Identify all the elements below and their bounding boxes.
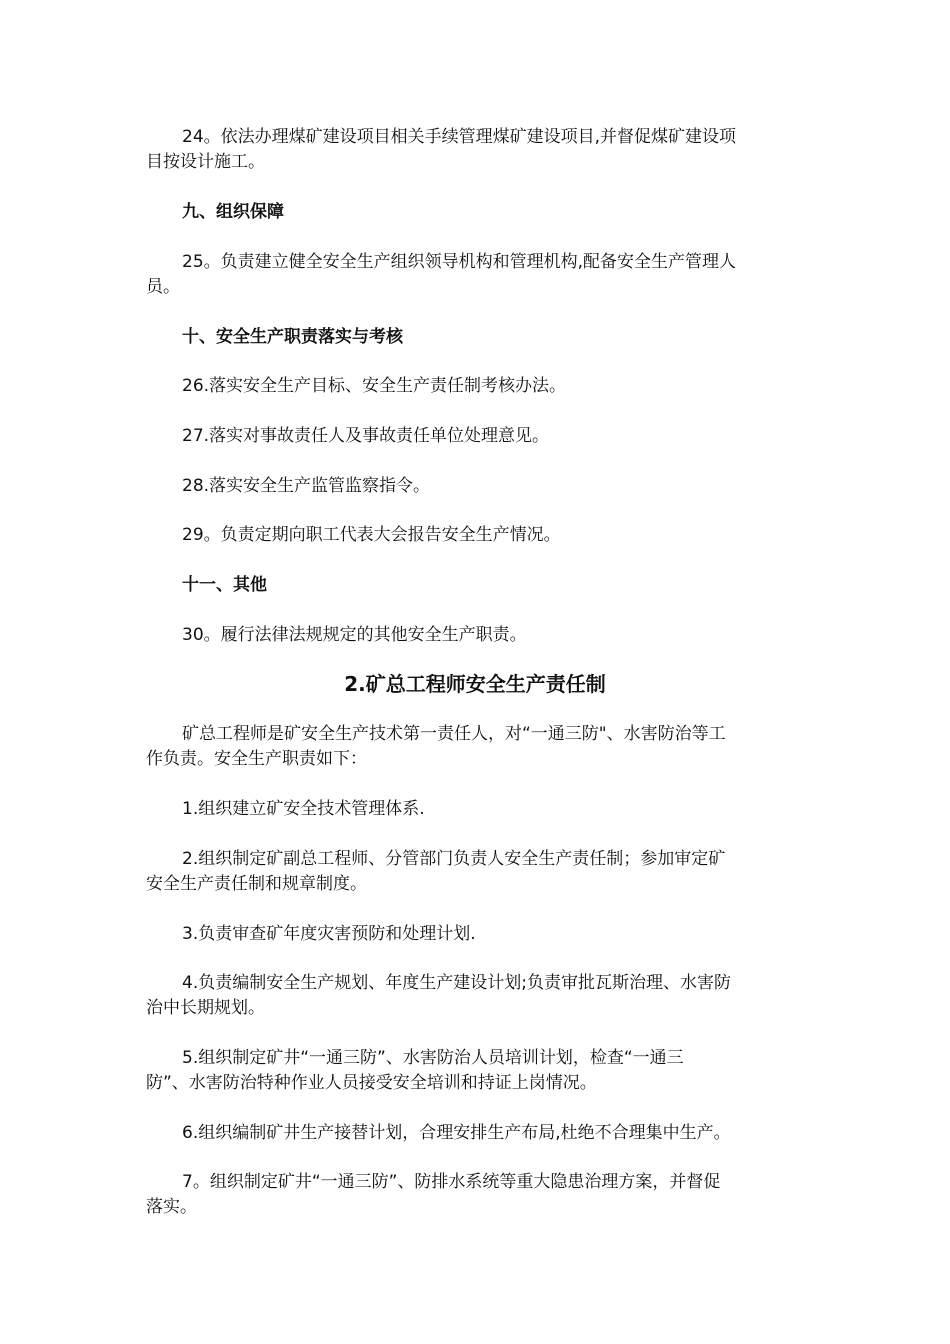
item-29: 29。负责定期向职工代表大会报告安全生产情况。 bbox=[182, 525, 561, 545]
item-26: 26.落实安全生产目标、安全生产责任制考核办法。 bbox=[182, 376, 567, 396]
heading-other: 十一、其他 bbox=[182, 575, 267, 595]
duty-4-line1: 4.负责编制安全生产规划、年度生产建设计划;负责审批瓦斯治理、水害防 bbox=[182, 973, 731, 993]
duty-5-line1: 5.组织制定矿井“一通三防”、水害防治人员培训计划，检查“一通三 bbox=[182, 1048, 684, 1068]
item-27: 27.落实对事故责任人及事故责任单位处理意见。 bbox=[182, 426, 550, 446]
heading-organization-guarantee: 九、组织保障 bbox=[182, 202, 284, 222]
section-title: 2.矿总工程师安全生产责任制 bbox=[344, 672, 606, 696]
intro-line1: 矿总工程师是矿安全生产技术第一责任人，对“一通三防"、水害防治等工 bbox=[182, 724, 726, 744]
heading-duty-assessment: 十、安全生产职责落实与考核 bbox=[182, 327, 403, 347]
duty-7-line2: 落实。 bbox=[146, 1197, 197, 1217]
duty-1: 1.组织建立矿安全技术管理体系. bbox=[182, 799, 425, 819]
item-24-line1: 24。依法办理煤矿建设项目相关手续管理煤矿建设项目,并督促煤矿建设项 bbox=[182, 127, 737, 147]
duty-3: 3.负责审查矿年度灾害预防和处理计划. bbox=[182, 924, 476, 944]
duty-6: 6.组织编制矿井生产接替计划，合理安排生产布局,杜绝不合理集中生产。 bbox=[182, 1123, 731, 1143]
duty-5-line2: 防”、水害防治特种作业人员接受安全培训和持证上岗情况。 bbox=[146, 1073, 597, 1093]
duty-2-line2: 安全生产责任制和规章制度。 bbox=[146, 874, 367, 894]
item-25-line2: 员。 bbox=[146, 277, 180, 297]
duty-4-line2: 治中长期规划。 bbox=[146, 998, 265, 1018]
duty-2-line1: 2.组织制定矿副总工程师、分管部门负责人安全生产责任制；参加审定矿 bbox=[182, 849, 726, 869]
intro-line2: 作负责。安全生产职责如下： bbox=[146, 749, 367, 769]
item-30: 30。履行法律法规规定的其他安全生产职责。 bbox=[182, 625, 527, 645]
item-28: 28.落实安全生产监管监察指令。 bbox=[182, 476, 431, 496]
item-24-line2: 目按设计施工。 bbox=[146, 152, 265, 172]
item-25-line1: 25。负责建立健全安全生产组织领导机构和管理机构,配备安全生产管理人 bbox=[182, 252, 737, 272]
duty-7-line1: 7。组织制定矿井“一通三防”、防排水系统等重大隐患治理方案，并督促 bbox=[182, 1172, 721, 1192]
